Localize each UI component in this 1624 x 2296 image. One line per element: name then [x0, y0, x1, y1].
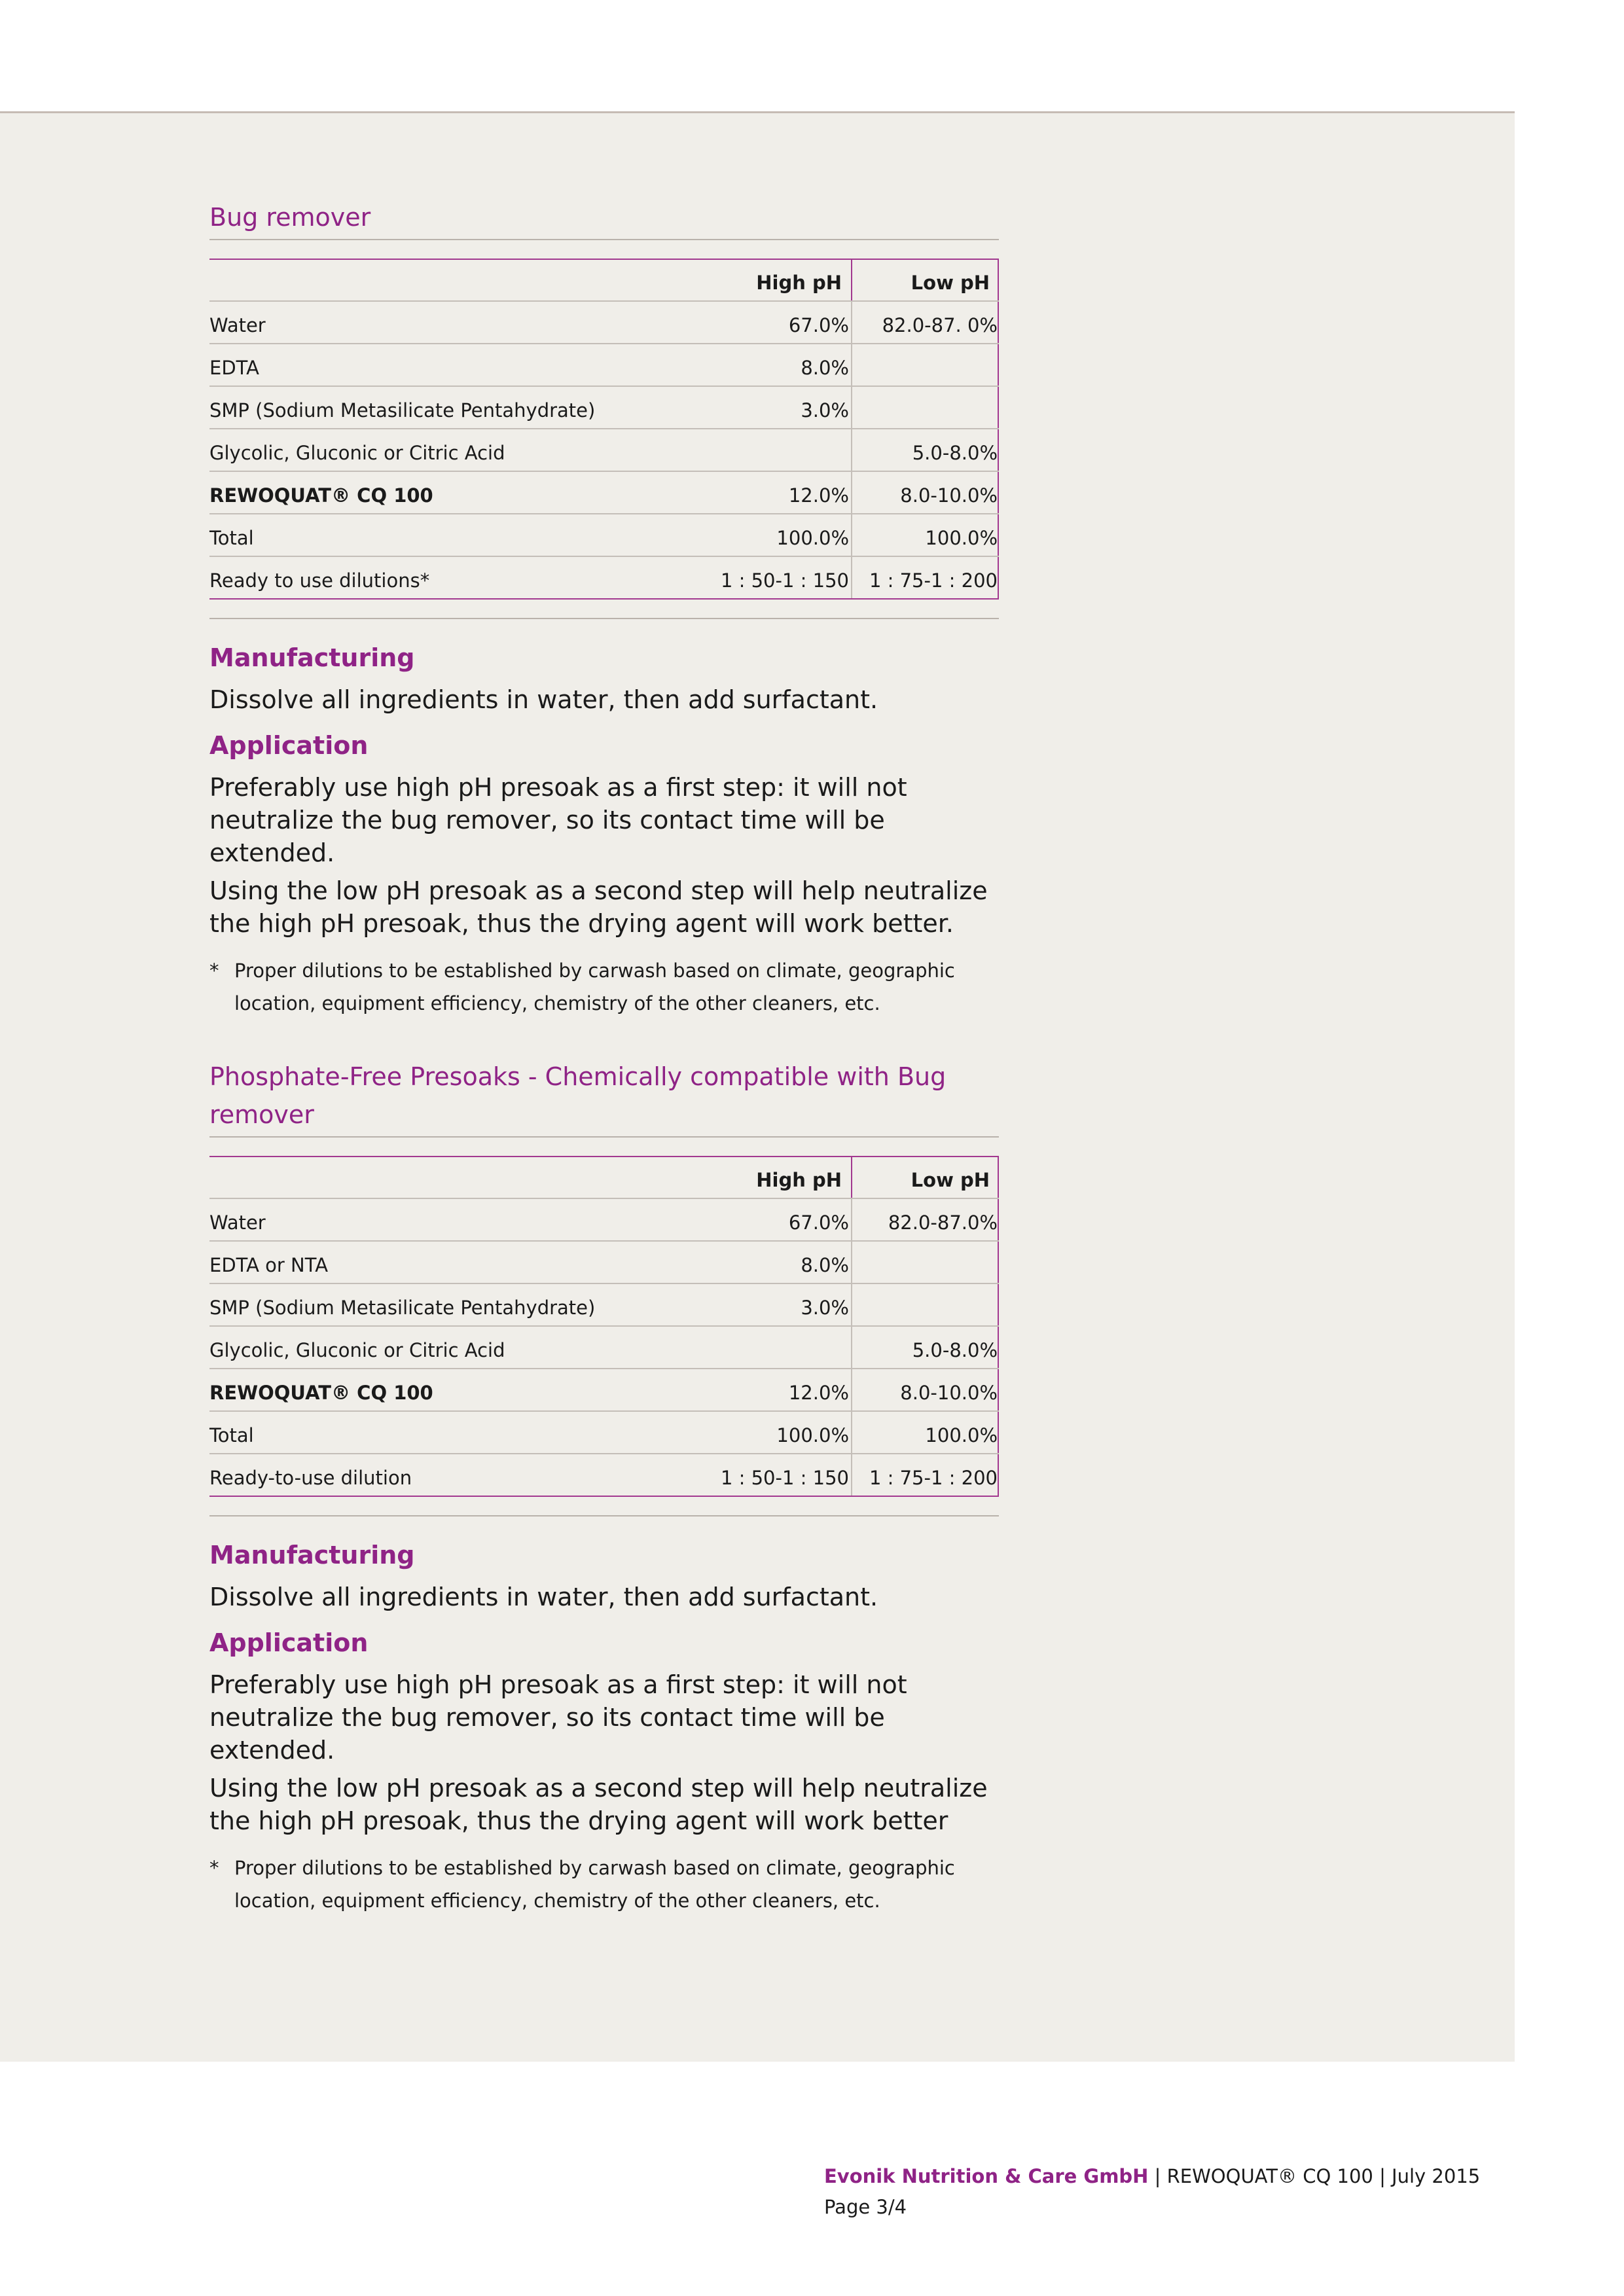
section-gap — [209, 1020, 999, 1058]
manufacturing-heading: Manufacturing — [209, 1541, 415, 1570]
table-row — [209, 557, 999, 600]
row-name: Ready to use dilutions* — [209, 569, 430, 592]
table-rule — [209, 1515, 999, 1516]
table-row — [209, 514, 999, 557]
header-low-ph: Low pH — [911, 1169, 990, 1191]
application-text: Using the low pH presoak as a second step will help neutralize the high pH presoak, thus the drying agent will work better — [209, 1774, 988, 1835]
row-name: Total — [209, 1424, 254, 1446]
row-name: EDTA — [209, 357, 259, 379]
row-high — [694, 1360, 851, 1368]
table-row — [209, 429, 999, 472]
application-text: Using the low pH presoak as a second step will help neutralize the high pH presoak, thus the drying agent will work better. — [209, 876, 988, 938]
row-low: 100.0% — [851, 514, 999, 556]
row-low — [851, 1284, 999, 1325]
row-name: Total — [209, 527, 254, 549]
row-high: 67.0% — [788, 1211, 849, 1234]
row-name: REWOQUAT® CQ 100 — [209, 484, 433, 507]
page-footer — [824, 2161, 1505, 2223]
row-low — [851, 1242, 999, 1283]
table-row — [209, 1412, 999, 1454]
row-high — [694, 463, 851, 471]
row-low: 1 : 75-1 : 200 — [851, 557, 999, 598]
manufacturing-text: Dissolve all ingredients in water, then add surfactant. — [209, 1583, 878, 1611]
row-name: Ready-to-use dilution — [209, 1467, 412, 1489]
row-name: Glycolic, Gluconic or Citric Acid — [209, 1339, 505, 1361]
row-name: Glycolic, Gluconic or Citric Acid — [209, 442, 505, 464]
table-row — [209, 1199, 999, 1242]
header-high-ph: High pH — [756, 1169, 842, 1191]
footnote-text: Proper dilutions to be established by carwash based on climate, geographic location, equipment efficiency, chemistry of the other cleaners, etc. — [234, 960, 955, 1014]
row-name: SMP (Sodium Metasilicate Pentahydrate) — [209, 399, 596, 422]
footnote — [209, 954, 999, 1020]
row-low — [851, 344, 999, 386]
footer-details: | REWOQUAT® CQ 100 | July 2015 Page 3/4 — [824, 2165, 1481, 2218]
section-title: Bug remover — [209, 203, 371, 232]
formulation-table — [209, 259, 999, 600]
table-row — [209, 1284, 999, 1327]
section-title: Phosphate-Free Presoaks - Chemically compatible with Bug remover — [209, 1062, 947, 1129]
row-low: 100.0% — [851, 1412, 999, 1453]
table-row — [209, 472, 999, 514]
header-name — [209, 293, 694, 300]
row-name: REWOQUAT® CQ 100 — [209, 1382, 433, 1404]
header-low-ph: Low pH — [911, 272, 990, 294]
row-high: 100.0% — [776, 527, 849, 549]
row-high: 3.0% — [801, 1297, 849, 1319]
row-name: Water — [209, 1211, 266, 1234]
row-high: 100.0% — [776, 1424, 849, 1446]
row-high: 1 : 50-1 : 150 — [720, 1467, 849, 1489]
row-name: EDTA or NTA — [209, 1254, 329, 1276]
footnote-text: Proper dilutions to be established by carwash based on climate, geographic location, equipment efficiency, chemistry of the other cleaners, etc. — [234, 1857, 955, 1912]
table-row — [209, 302, 999, 344]
application-text: Preferably use high pH presoak as a first step: it will not neutralize the bug remover, so its contact time will be extended. — [209, 1670, 907, 1765]
header-name — [209, 1190, 694, 1198]
table-row — [209, 1242, 999, 1284]
row-low: 82.0-87.0% — [851, 1199, 999, 1240]
row-high: 67.0% — [788, 314, 849, 336]
document-content — [209, 198, 999, 1917]
table-rule — [209, 618, 999, 619]
manufacturing-heading: Manufacturing — [209, 643, 415, 672]
row-low: 82.0-87. 0% — [851, 302, 999, 343]
footnote-mark: * — [209, 1857, 219, 1879]
footnote-mark: * — [209, 960, 219, 982]
table-header-row — [209, 259, 999, 302]
footer-company: Evonik Nutrition & Care GmbH — [824, 2165, 1149, 2187]
row-low: 1 : 75-1 : 200 — [851, 1454, 999, 1496]
row-low: 5.0-8.0% — [851, 1327, 999, 1368]
row-high: 12.0% — [788, 484, 849, 507]
footnote — [209, 1852, 999, 1917]
application-text: Preferably use high pH presoak as a first step: it will not neutralize the bug remover, so its contact time will be extended. — [209, 773, 907, 867]
header-high-ph: High pH — [756, 272, 842, 294]
row-high: 8.0% — [801, 357, 849, 379]
row-low: 8.0-10.0% — [851, 1369, 999, 1410]
table-row — [209, 344, 999, 387]
table-row — [209, 387, 999, 429]
table-row — [209, 1327, 999, 1369]
table-row — [209, 1369, 999, 1412]
section-rule — [209, 1136, 999, 1138]
table-row — [209, 1454, 999, 1497]
application-heading: Application — [209, 1628, 369, 1657]
row-high: 8.0% — [801, 1254, 849, 1276]
row-name: SMP (Sodium Metasilicate Pentahydrate) — [209, 1297, 596, 1319]
row-low: 8.0-10.0% — [851, 472, 999, 513]
application-heading: Application — [209, 731, 369, 760]
manufacturing-text: Dissolve all ingredients in water, then add surfactant. — [209, 685, 878, 714]
row-low — [851, 387, 999, 428]
row-low: 5.0-8.0% — [851, 429, 999, 471]
table-header-row — [209, 1156, 999, 1199]
section-rule — [209, 239, 999, 240]
formulation-table — [209, 1156, 999, 1497]
row-high: 3.0% — [801, 399, 849, 422]
row-high: 1 : 50-1 : 150 — [720, 569, 849, 592]
row-high: 12.0% — [788, 1382, 849, 1404]
row-name: Water — [209, 314, 266, 336]
